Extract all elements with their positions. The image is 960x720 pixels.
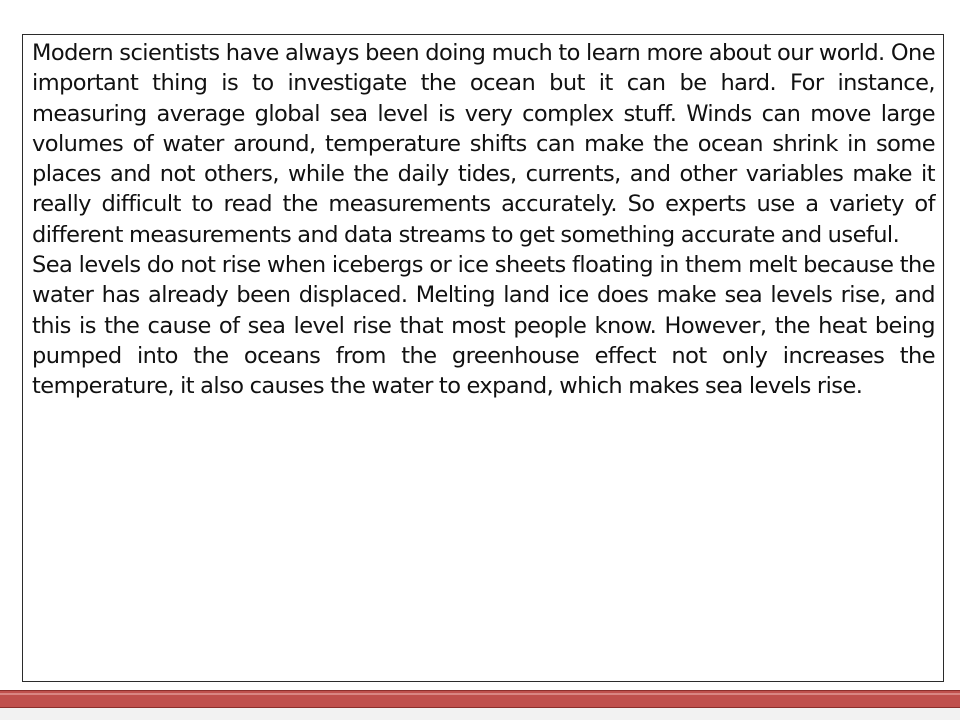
paragraph-ocean-measurement: Modern scientists have always been doing much to learn more about our world. One important thing is to investigate the ocean but it can be hard. For instance, measuring average global sea level is very complex stuff. Winds can move large volumes of water around, temperature shifts can make the ocean shrink in some places and not others, while the daily tides, currents, and other variables make it really difficult to read the measurements accurately. So experts use a variety of different measurements and data streams to get something accurate and useful. [32,40,935,248]
paragraph-sea-level-rise: Sea levels do not rise when icebergs or ice sheets floating in them melt because the water has already been displaced. Melting land ice does make sea levels rise, and this is the cause of sea level rise that most people know. However, the heat being pumped into the oceans from the greenhouse effect not only increases the temperature, it also causes the water to expand, which makes sea levels rise. [32,252,935,400]
text-box [22,34,944,682]
bottom-strip [0,708,960,720]
footer-accent-bar [0,690,960,708]
